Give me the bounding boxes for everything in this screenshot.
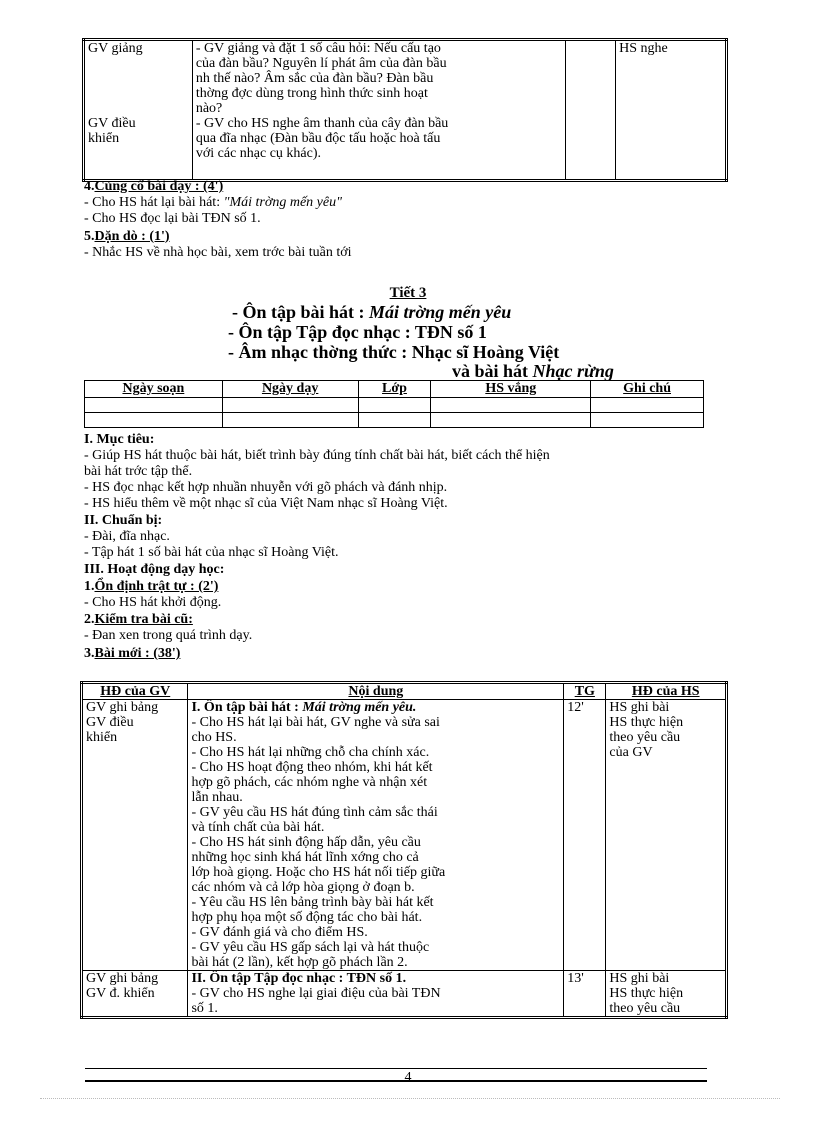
- table-row: [82, 971, 727, 1018]
- table-header-row: [85, 381, 704, 398]
- hs-activity-line: theo yêu cầu: [609, 1001, 681, 1016]
- table-row: [85, 398, 704, 413]
- gv-activity-line: GV ghi bảng: [86, 700, 159, 715]
- gv-activity-cell: [82, 700, 188, 971]
- lesson-topic-2: - Ôn tập Tập đọc nhạc : TĐN số 1: [228, 322, 487, 342]
- on-dinh-heading: 1.Ổn định trật tự : (2'): [84, 579, 219, 594]
- hs-activity-cell: [606, 971, 727, 1018]
- cung-co-heading: 4.Củng cố bài dạy : (4'): [84, 179, 224, 194]
- hoat-dong-heading: III. Hoạt động dạy học:: [84, 562, 225, 577]
- header-hs-vang: HS vắng: [431, 381, 591, 398]
- header-noi-dung: Nội dung: [188, 683, 564, 700]
- content-line: bài hát (2 lần), kết hợp gõ phách lần 2.: [191, 955, 408, 970]
- on-dinh-line: - Cho HS hát khởi động.: [84, 595, 222, 610]
- page-number: 4: [404, 1070, 412, 1085]
- table-cell: [222, 398, 358, 413]
- chuan-bi-line: - Đài, đĩa nhạc.: [84, 529, 170, 544]
- header-ghi-chu: Ghi chú: [591, 381, 704, 398]
- gv-activity-line: GV đ. khiển: [86, 986, 155, 1001]
- content-line: - GV giảng và đặt 1 số câu hỏi: Nếu cấu tạo: [195, 41, 441, 56]
- gv-activity-line: GV điều: [88, 116, 136, 131]
- content-line: - Yêu cầu HS lên bảng trình bày bài hát kết: [191, 895, 434, 910]
- gv-activity-line: khiển: [86, 730, 118, 745]
- content-cell: [192, 40, 565, 181]
- table-cell: [431, 413, 591, 428]
- table-cell: [591, 398, 704, 413]
- content-line: - Cho HS hát lại bài hát, GV nghe và sửa sai: [191, 715, 440, 730]
- gv-activity-line: GV điều: [86, 715, 134, 730]
- gv-activity-line: GV ghi bảng: [86, 971, 159, 986]
- table-header-row: [82, 683, 727, 700]
- hs-activity-line: theo yêu cầu: [609, 730, 681, 745]
- table-cell: [591, 413, 704, 428]
- muc-tieu-line: - Giúp HS hát thuộc bài hát, biết trình bày đúng tính chất bài hát, biết cách thể hiện: [84, 448, 550, 463]
- bai-moi-heading: 3.Bài mới : (38'): [84, 646, 181, 661]
- lesson-number-title: Tiết 3: [389, 285, 427, 301]
- content-line: những học sinh khá hát lĩnh xớng cho cả: [191, 850, 419, 865]
- content-line: - Cho HS hát sinh động hấp dẫn, yêu cầu: [191, 835, 421, 850]
- kiem-tra-heading: 2.Kiểm tra bài cũ:: [84, 612, 193, 627]
- table-row: [82, 700, 727, 971]
- content-line: hợp phụ họa một số động tác cho bài hát.: [191, 910, 423, 925]
- hs-activity-cell: HS nghe: [616, 40, 727, 181]
- dan-do-heading: 5.Dặn dò : (1'): [84, 229, 170, 244]
- cung-co-line-1: - Cho HS hát lại bài hát: "Mái trờng mến yêu": [84, 195, 342, 210]
- hs-activity-line: của GV: [609, 745, 653, 760]
- table-cell: [222, 413, 358, 428]
- content-line: - GV cho HS nghe lại giai điệu của bài TĐN: [191, 986, 441, 1001]
- muc-tieu-line: - HS đọc nhạc kết hợp nhuần nhuyễn với gõ phách và đánh nhịp.: [84, 480, 448, 495]
- table-cell: [358, 413, 431, 428]
- muc-tieu-line: bài hát trớc tập thể.: [84, 464, 193, 479]
- table-cell: [85, 398, 223, 413]
- hs-activity-line: HS ghi bài: [609, 700, 670, 715]
- cung-co-line-2: - Cho HS đọc lại bài TĐN số 1.: [84, 211, 261, 226]
- content-line: nào?: [195, 101, 223, 116]
- content-line: thờng đợc dùng trong hình thức sinh hoạt: [195, 86, 428, 101]
- content-line: - GV cho HS nghe âm thanh của cây đàn bầu: [195, 116, 449, 131]
- header-lop: Lớp: [358, 381, 431, 398]
- content-line: lẫn nhau.: [191, 790, 243, 805]
- header-hd-gv: HĐ của GV: [82, 683, 188, 700]
- lesson-info-table: [84, 380, 704, 428]
- header-hd-hs: HĐ của HS: [606, 683, 727, 700]
- content-line: - Cho HS hoạt động theo nhóm, khi hát kết: [191, 760, 433, 775]
- gv-activity-line: khiển: [88, 131, 120, 146]
- footer-rule: [85, 1068, 707, 1069]
- content-line: - GV đánh giá và cho điểm HS.: [191, 925, 368, 940]
- hs-activity-line: HS thực hiện: [609, 715, 684, 730]
- dan-do-line-1: - Nhắc HS về nhà học bài, xem trớc bài tuần tới: [84, 245, 352, 260]
- hs-activity-line: HS thực hiện: [609, 986, 684, 1001]
- main-activity-table: [80, 681, 728, 1019]
- content-line: - GV yêu cầu HS gấp sách lại và hát thuộc: [191, 940, 430, 955]
- kiem-tra-line: - Đan xen trong quá trình dạy.: [84, 628, 253, 643]
- content-line: - Cho HS hát lại những chỗ cha chính xác.: [191, 745, 430, 760]
- section-title: II. Ôn tập Tập đọc nhạc : TĐN số 1.: [191, 971, 407, 986]
- gv-activity-line: GV giảng: [88, 41, 143, 56]
- chuan-bi-heading: II. Chuẩn bị:: [84, 513, 163, 528]
- lesson-topic-4: và bài hát Nhạc rừng: [452, 361, 614, 381]
- content-cell: [188, 971, 564, 1018]
- lesson-topic-1: - Ôn tập bài hát : Mái trờng mến yêu: [232, 302, 512, 322]
- content-line: của đàn bầu? Nguyên lí phát âm của đàn bầu: [195, 56, 447, 71]
- page-edge-divider: [40, 1098, 780, 1099]
- content-line: số 1.: [191, 1001, 218, 1016]
- lesson-topic-3: - Âm nhạc thờng thức : Nhạc sĩ Hoàng Việt: [228, 342, 560, 362]
- content-line: cho HS.: [191, 730, 237, 745]
- time-cell: 12': [564, 700, 606, 971]
- content-line: lớp hoà giọng. Hoặc cho HS hát nối tiếp giữa: [191, 865, 446, 880]
- content-cell: [188, 700, 564, 971]
- content-line: hợp gõ phách, các nhóm nghe và nhận xét: [191, 775, 428, 790]
- content-line: với các nhạc cụ khác).: [195, 146, 322, 161]
- section-title: I. Ôn tập bài hát : Mái trờng mến yêu.: [191, 700, 417, 715]
- header-tg: TG: [564, 683, 606, 700]
- chuan-bi-line: - Tập hát 1 số bài hát của nhạc sĩ Hoàng Việt.: [84, 545, 339, 560]
- top-activity-table: [82, 38, 728, 182]
- header-ngay-soan: Ngày soạn: [85, 381, 223, 398]
- content-line: - GV yêu cầu HS hát đúng tình cảm sắc thái: [191, 805, 438, 820]
- content-line: và tính chất của bài hát.: [191, 820, 325, 835]
- content-line: nh thế nào? Âm sắc của đàn bầu? Đàn bầu: [195, 71, 434, 86]
- time-cell: [565, 40, 615, 181]
- content-line: qua đĩa nhạc (Đàn bầu độc tấu hoặc hoà tấu: [195, 131, 441, 146]
- time-cell: 13': [564, 971, 606, 1018]
- hs-activity-cell: [606, 700, 727, 971]
- gv-activity-cell: [84, 40, 193, 181]
- table-row: [85, 413, 704, 428]
- muc-tieu-line: - HS hiểu thêm về một nhạc sĩ của Việt Nam nhạc sĩ Hoàng Việt.: [84, 496, 448, 511]
- header-ngay-day: Ngày dạy: [222, 381, 358, 398]
- content-line: các nhóm và cả lớp hòa giọng ở đoạn b.: [191, 880, 415, 895]
- gv-activity-cell: [82, 971, 188, 1018]
- table-cell: [431, 398, 591, 413]
- table-cell: [85, 413, 223, 428]
- table-cell: [358, 398, 431, 413]
- footer-rule: [85, 1080, 707, 1082]
- muc-tieu-heading: I. Mục tiêu:: [84, 432, 155, 447]
- hs-activity-line: HS ghi bài: [609, 971, 670, 986]
- table-row: [84, 40, 727, 181]
